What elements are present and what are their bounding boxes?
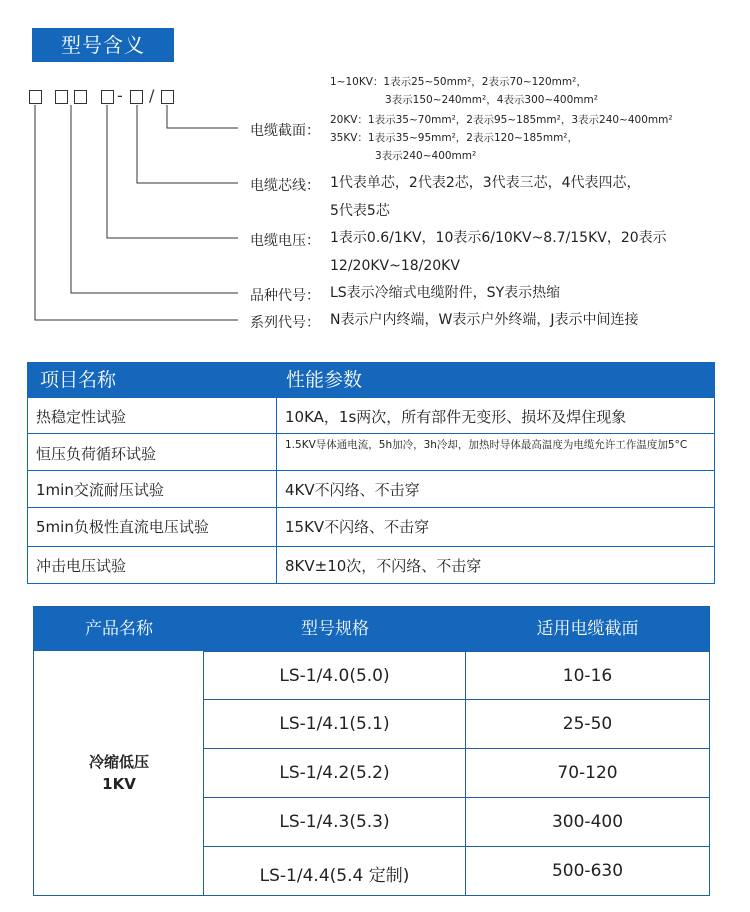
legend-section-line: 3表示150~240mm²，4表示300~400mm² — [385, 94, 598, 106]
table-row — [204, 846, 709, 896]
leader-cores — [137, 105, 238, 183]
product-voltage: 1KV — [102, 775, 136, 793]
row-section: 10-16 — [562, 666, 613, 686]
legend-section-line: 3表示240~400mm² — [375, 150, 477, 162]
header-section: 适用电缆截面 — [536, 619, 639, 639]
row-item: 冲击电压试验 — [36, 557, 127, 575]
code-sep-slash: / — [149, 86, 155, 105]
table-row — [204, 797, 709, 846]
legend-section-line: 35KV：1表示35~95mm²，2表示120~185mm²， — [330, 132, 579, 144]
row-model: LS-1/4.4(5.4 定制) — [259, 866, 410, 886]
leader-voltage — [107, 105, 238, 238]
table-row — [204, 748, 709, 798]
table-row — [28, 470, 714, 507]
row-section: 500-630 — [551, 861, 624, 881]
table-row — [28, 433, 714, 470]
row-item: 1min交流耐压试验 — [36, 481, 164, 499]
leader-section — [167, 105, 238, 128]
code-sep-dash: - — [117, 86, 123, 105]
table-row — [28, 507, 714, 546]
row-model: LS-1/4.3(5.3) — [279, 812, 390, 832]
section-title: 型号含义 — [32, 28, 174, 62]
table-row — [204, 651, 709, 700]
header-param: 性能参数 — [286, 369, 363, 391]
legend-series-text: N表示户内终端，W表示户外终端，J表示中间连接 — [330, 312, 639, 328]
row-param: 1.5KV导体通电流，5h加冷，3h冷却，加热时导体最高温度为电缆允许工作温度加5°C — [285, 439, 688, 451]
legend-section-label: 电缆截面： — [250, 123, 320, 139]
legend-cores-text: 1代表单芯，2代表2芯，3代表三芯，4代表四芯， — [330, 175, 641, 191]
row-item: 5min负极性直流电压试验 — [36, 518, 209, 536]
header-model: 型号规格 — [301, 619, 369, 639]
table-row — [28, 546, 714, 584]
row-item: 恒压负荷循环试验 — [36, 445, 157, 463]
table-header — [34, 607, 709, 651]
table-header — [28, 363, 714, 397]
legend-voltage-text: 1表示0.6/1KV，10表示6/10KV~8.7/15KV，20表示 — [330, 230, 667, 246]
leader-variety — [71, 105, 238, 293]
header-item-name: 项目名称 — [40, 369, 117, 391]
legend-series-label: 系列代号： — [250, 315, 320, 331]
row-model: LS-1/4.0(5.0) — [279, 666, 390, 686]
legend-section-line: 1~10KV：1表示25~50mm²，2表示70~120mm²， — [330, 76, 587, 88]
row-section: 25-50 — [562, 714, 613, 734]
product-table — [33, 606, 710, 896]
row-param: 8KV±10次，不闪络、不击穿 — [285, 557, 482, 575]
legend-variety-text: LS表示冷缩式电缆附件，SY表示热缩 — [330, 285, 561, 301]
legend-cores-text: 5代表5芯 — [330, 203, 390, 219]
table-row — [204, 699, 709, 748]
row-item: 热稳定性试验 — [36, 408, 127, 426]
row-section: 300-400 — [551, 812, 624, 832]
legend-voltage-text: 12/20KV~18/20KV — [330, 258, 460, 274]
row-param: 10KA，1s两次，所有部件无变形、损坏及焊住现象 — [285, 408, 627, 426]
header-product-name: 产品名称 — [85, 619, 153, 639]
row-param: 15KV不闪络、不击穿 — [285, 518, 430, 536]
legend-variety-label: 品种代号： — [250, 288, 320, 304]
legend-voltage-label: 电缆电压： — [250, 233, 320, 249]
row-param: 4KV不闪络、不击穿 — [285, 481, 420, 499]
performance-table — [27, 362, 715, 584]
legend-cores-label: 电缆芯线： — [250, 178, 320, 194]
row-model: LS-1/4.2(5.2) — [279, 763, 390, 783]
row-section: 70-120 — [557, 763, 618, 783]
product-name: 冷缩低压 — [88, 753, 149, 771]
row-model: LS-1/4.1(5.1) — [279, 714, 390, 734]
legend-section-line: 20KV：1表示35~70mm²，2表示95~185mm²，3表示240~400mm² — [330, 114, 673, 126]
table-row — [28, 397, 714, 434]
product-name-cell — [34, 651, 204, 895]
